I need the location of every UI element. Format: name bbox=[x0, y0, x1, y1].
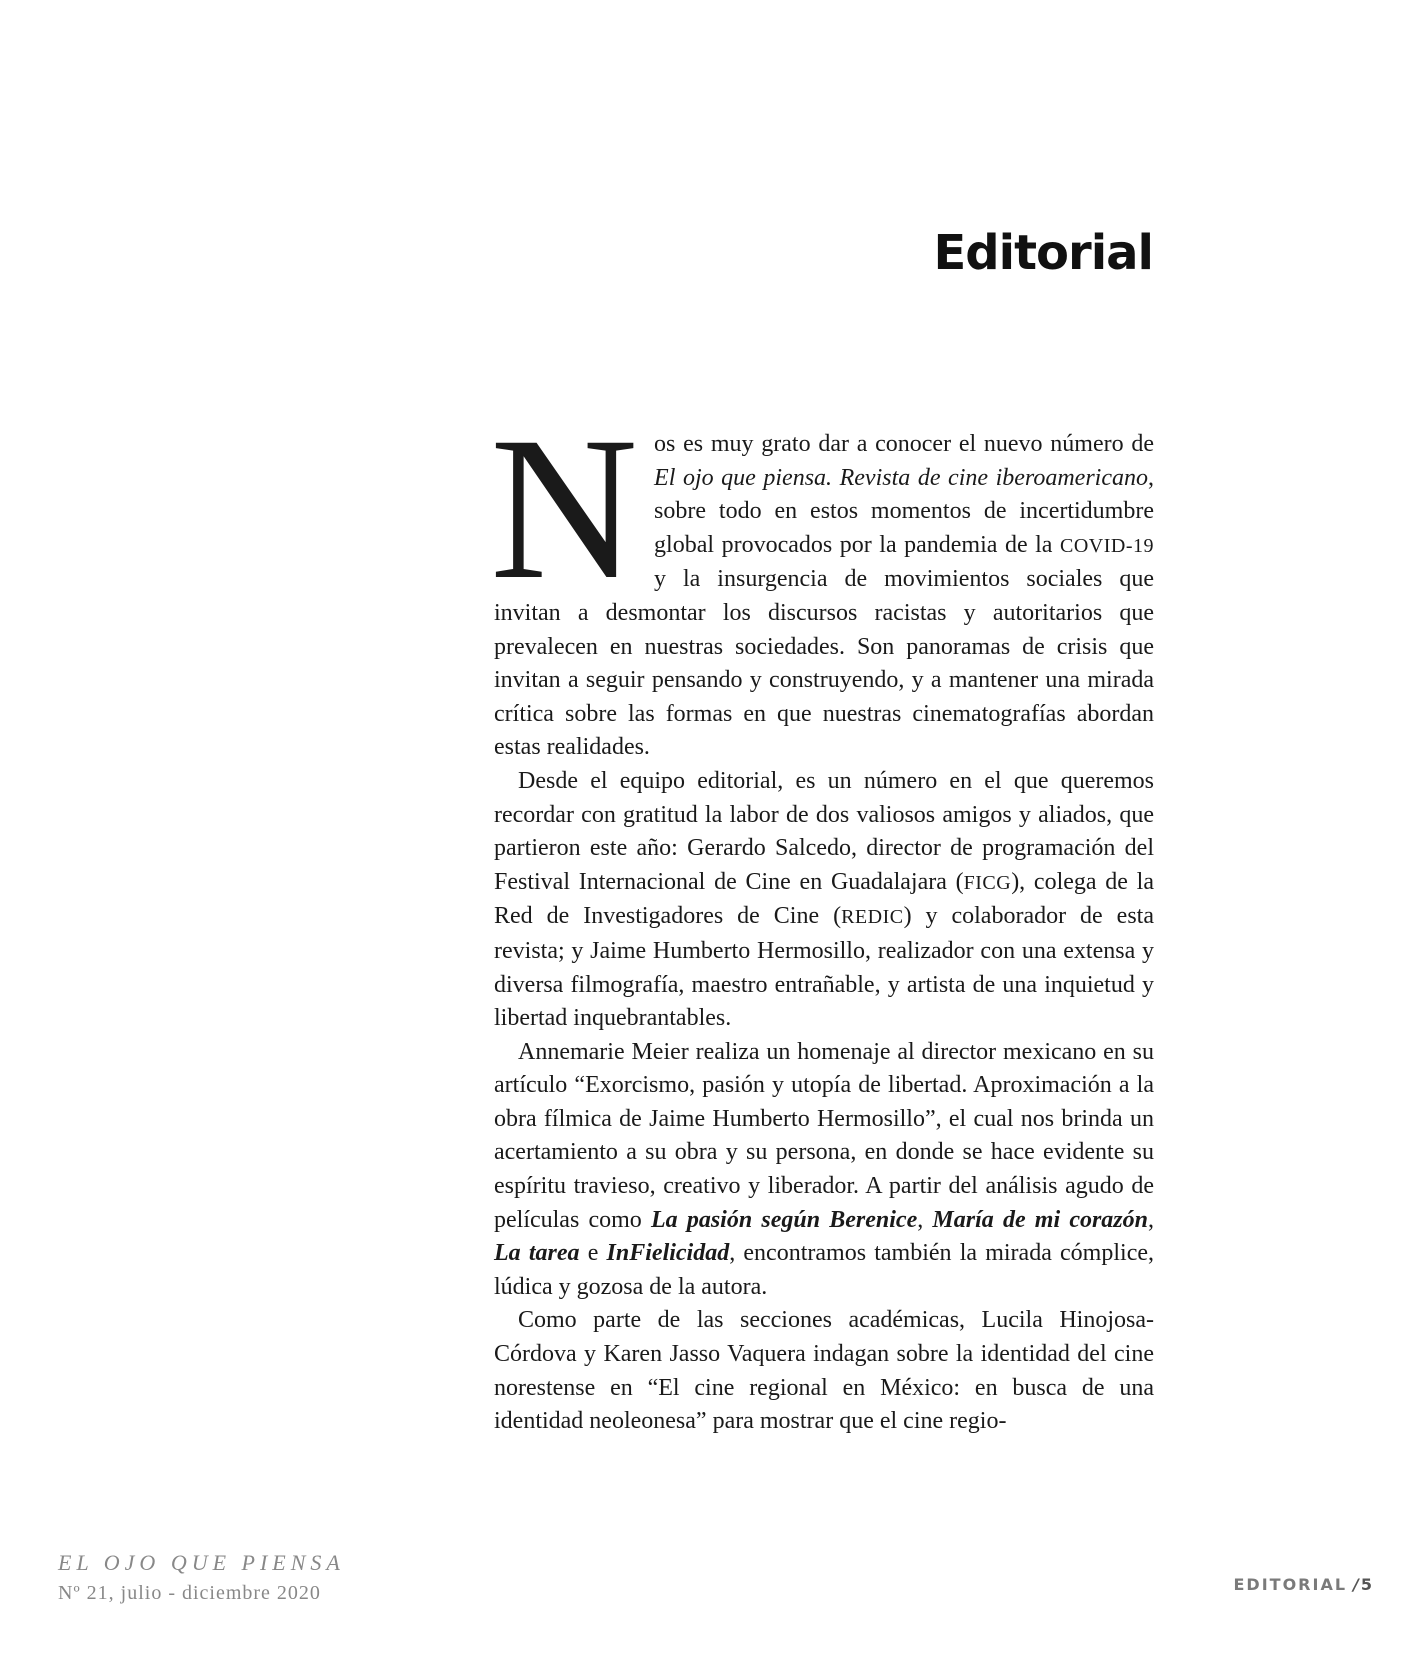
paragraph-4: Como parte de las secciones académicas, Lucila Hinojosa-Córdova y Karen Jasso Vaquera indagan sobre la identidad del cine norestense en “El cine regional en México: en busca de una identidad neoleonesa” para mostrar que el cine regio- bbox=[494, 1307, 1154, 1435]
page-title: Editorial bbox=[933, 225, 1153, 281]
film-title: La tarea bbox=[494, 1240, 580, 1267]
covid-acronym: COVID-19 bbox=[1060, 534, 1154, 557]
issue-info: Nº 21, julio - diciembre 2020 bbox=[58, 1582, 321, 1604]
film-title: María de mi corazón bbox=[932, 1206, 1148, 1233]
paragraph-3: Annemarie Meier realiza un homenaje al director mexicano en su artículo “Exorcismo, pasión y utopía de libertad. Aproximación a la obra fílmica de Jaime Humberto Hermosillo”, el cual nos brinda un acertamiento a su obra y su persona, en donde se hace evidente su espíritu travieso, creativo y liberador. A partir del análisis agudo de películas como La pasión según Berenice, María de mi corazón, La tarea e InFielicidad, encontramos también la mirada cómplice, lúdica y gozosa de la autora. bbox=[494, 1038, 1154, 1300]
footer-journal-info bbox=[58, 1548, 345, 1608]
journal-title: El ojo que piensa. Revista de cine iberoamericano bbox=[654, 464, 1148, 491]
article-body bbox=[490, 395, 1155, 1439]
page-separator: / bbox=[1353, 1575, 1361, 1594]
paragraph-2: Desde el equipo editorial, es un número en el que queremos recordar con gratitud la labor de dos valiosos amigos y aliados, que partieron este año: Gerardo Salcedo, director de programación del Festival Internacional de Cine en Guadalajara (FICG), colega de la Red de Investigadores de Cine (REDIC) y colaborador de esta revista; y Jaime Humberto Hermosillo, realizador con una extensa y diversa filmografía, maestro entrañable, y artista de una inquietud y libertad inquebrantables. bbox=[494, 767, 1155, 1032]
section-name: EDITORIAL bbox=[1233, 1575, 1348, 1594]
ficg-acronym: FICG bbox=[963, 871, 1012, 894]
redic-acronym: REDIC bbox=[841, 906, 904, 929]
film-title: La pasión según Berenice bbox=[651, 1206, 918, 1233]
footer-page-info bbox=[1233, 1575, 1372, 1594]
film-title: InFielicidad bbox=[606, 1240, 730, 1267]
paragraph-1: Nos es muy grato dar a conocer el nuevo número de El ojo que piensa. Revista de cine iberoamericano, sobre todo en estos momentos de incertidumbre global provocados por la pandemia de la COVID-19 y la insurgencia de movimientos sociales que invitan a desmontar los discursos racistas y autoritarios que prevalecen en nuestras sociedades. Son panoramas de crisis que invitan a seguir pensando y construyendo, y a mantener una mirada crítica sobre las formas en que nuestras cinematografías abordan estas realidades. bbox=[490, 395, 1154, 761]
journal-name: EL OJO QUE PIENSA bbox=[58, 1550, 345, 1575]
drop-cap: N bbox=[490, 395, 639, 622]
page-number: 5 bbox=[1360, 1575, 1372, 1594]
